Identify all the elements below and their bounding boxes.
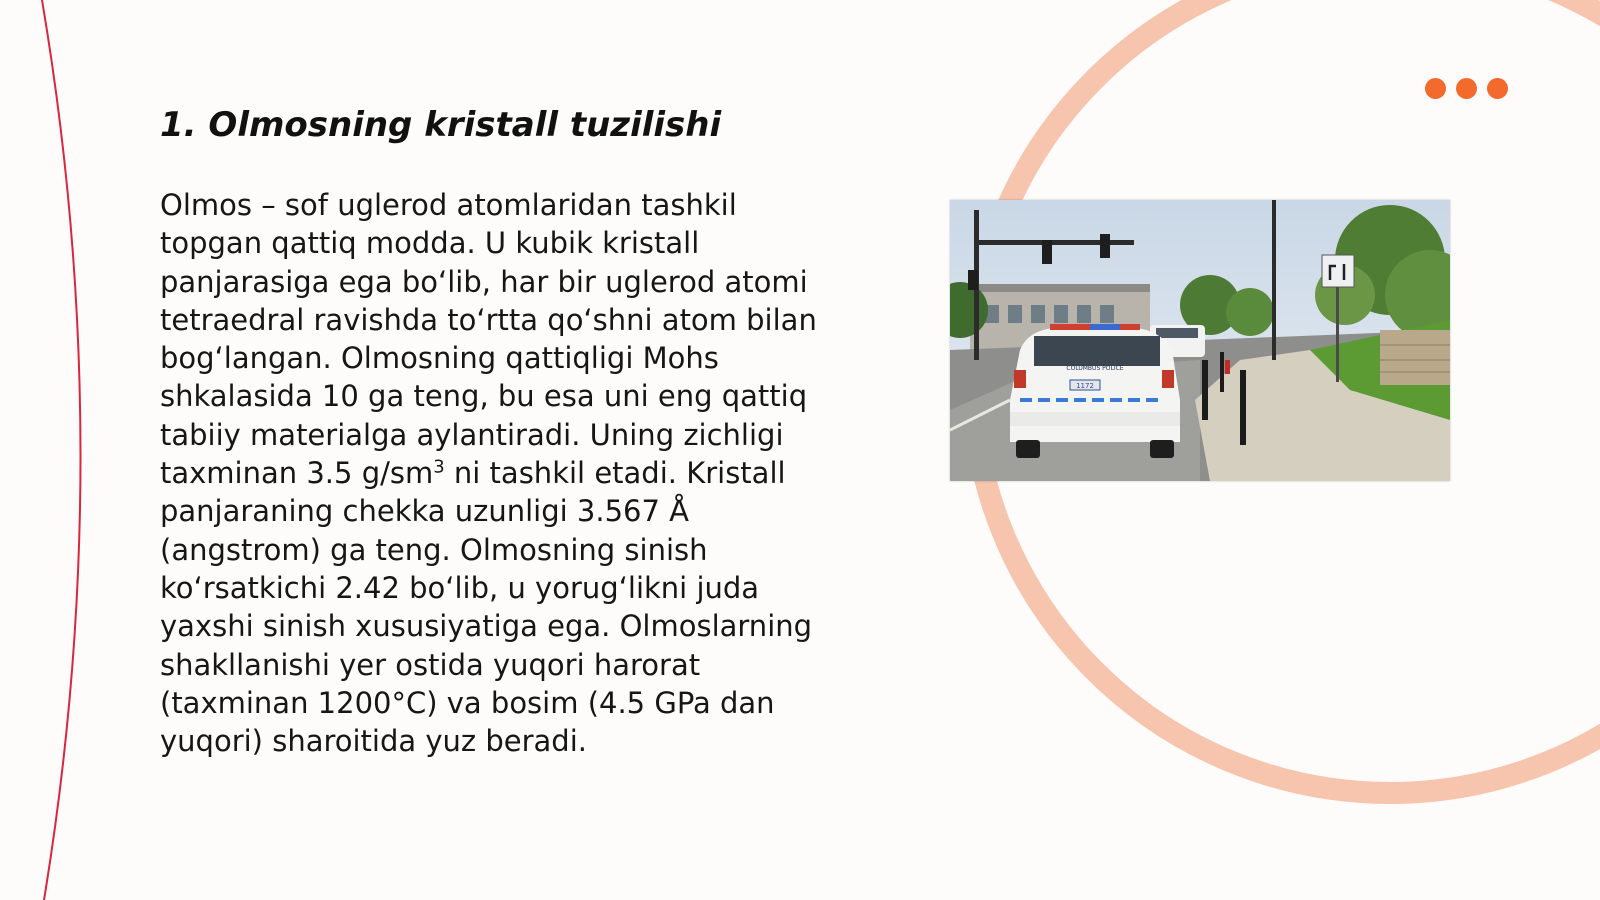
left-red-curve (42, 0, 81, 900)
body-text-part-1: Olmos – sof uglerod atomlaridan tashkil topgan qattiq modda. U kubik kristall panjarasiga ega bo‘lib, har bir uglerod atomi tetraedral ravishda to‘rtta qo‘shni atom bilan bog‘langan. Olmosning qattiqligi Mohs shkalasida 10 ga teng, bu esa uni eng qattiq tabiiy materialga aylantiradi. Uning zichligi taxminan 3.5 g/sm (160, 188, 817, 491)
menu-dots (1425, 78, 1508, 99)
police-car (1010, 324, 1180, 458)
slide-body-text (160, 186, 840, 760)
car-label: COLUMBUS POLICE (1066, 365, 1124, 372)
dot-3 (1487, 78, 1508, 99)
superscript-three: 3 (433, 456, 445, 478)
dot-1 (1425, 78, 1446, 99)
car-plate: 1172 (1076, 382, 1094, 390)
street-scene-photo (950, 200, 1450, 481)
slide-title: 1. Olmosning kristall tuzilishi (160, 105, 722, 145)
dot-2 (1456, 78, 1477, 99)
body-text-part-2: ni tashkil etadi. Kristall panjaraning chekka uzunligi 3.567 Å (angstrom) ga teng. Olmosning sinish ko‘rsatkichi 2.42 bo‘lib, u yorug‘likni juda yaxshi sinish xususiyatiga ega. Olmoslarning shakllanishi yer ostida yuqori harorat (taxminan 1200°C) va bosim (4.5 GPa dan yuqori) sharoitida yuz beradi. (160, 456, 813, 759)
